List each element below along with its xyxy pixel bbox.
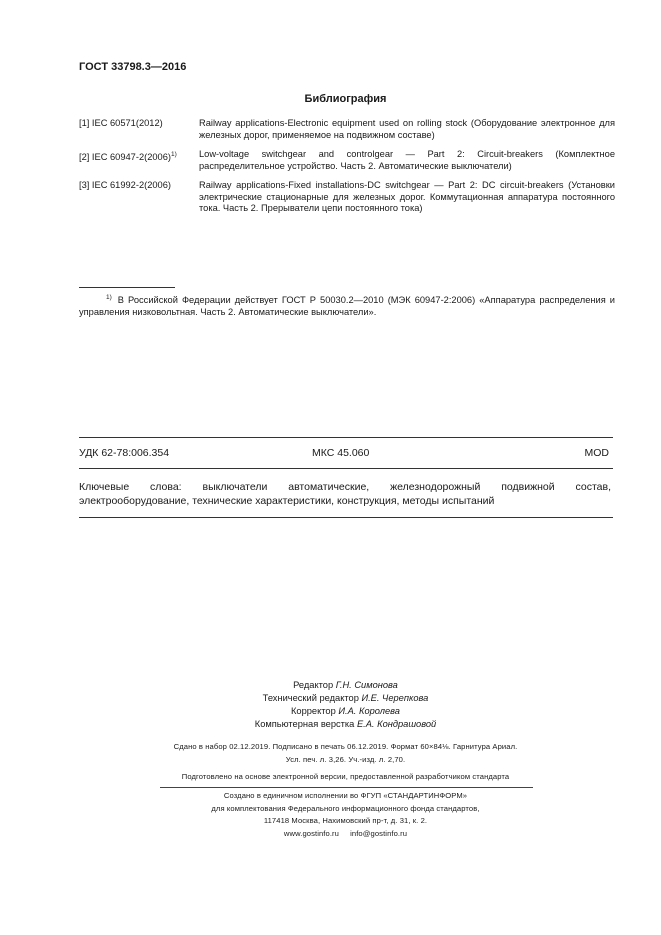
keywords: Ключевые слова: выключатели автоматические, железнодорожный подвижной состав, электрооборудование, технические характеристики, конструкция, методы испытаний xyxy=(79,481,611,507)
footnote xyxy=(79,292,615,319)
credit-line: Корректор И.А. Королева xyxy=(291,706,400,716)
bibliography-title: Библиография xyxy=(304,93,387,105)
bibliography-entry-ref: [3] IEC 61992-2(2006) xyxy=(79,180,171,190)
divider xyxy=(79,437,613,438)
credits xyxy=(0,679,661,731)
bibliography-entry xyxy=(79,118,615,141)
footnote-text: В Российской Федерации действует ГОСТ Р 50030.2—2010 (МЭК 60947-2:2006) «Аппаратура распределения и управления низковольтная. Часть 2. Автоматические выключатели». xyxy=(79,295,615,317)
prepared-note: Подготовлено на основе электронной версии, предоставленной разработчиком стандарта xyxy=(181,772,510,781)
divider xyxy=(160,787,533,788)
bibliography-entry-text: Low-voltage switchgear and controlgear — Part 2: Circuit-breakers (Комплектное распределительное устройство. Часть 2. Автоматические выключатели) xyxy=(199,149,615,171)
document-code: ГОСТ 33798.3—2016 xyxy=(79,61,187,73)
bibliography-entry-text: Railway applications-Electronic equipment used on rolling stock (Оборудование электронное для железных дорог, применяемое на подвижном составе) xyxy=(199,118,615,140)
divider xyxy=(79,517,613,518)
footnote-separator xyxy=(79,287,175,288)
mod-label: MOD xyxy=(584,447,609,459)
footnote-reference: 1) xyxy=(171,151,177,158)
bibliography-entry xyxy=(79,180,615,215)
credit-line: Редактор Г.Н. Симонова xyxy=(293,680,398,690)
publisher-info: Создано в единичном исполнении во ФГУП «СТАНДАРТИНФОРМ» для комплектования Федерального информационного фонда стандартов, xyxy=(211,791,480,813)
email-link[interactable]: info@gostinfo.ru xyxy=(350,828,408,838)
bibliography-entry-ref: [1] IEC 60571(2012) xyxy=(79,118,163,128)
divider xyxy=(79,468,613,469)
print-info: Сдано в набор 02.12.2019. Подписано в печать 06.12.2019. Формат 60×84⅛. Гарнитура Ариал. Усл. печ. л. 3,26. Уч.-изд. л. 2,70. xyxy=(173,742,518,764)
website-link[interactable]: www.gostinfo.ru xyxy=(283,828,340,838)
publisher-address: 117418 Москва, Нахимовский пр-т, д. 31, к. 2. www.gostinfo.ru info@gostinfo.ru xyxy=(263,816,428,838)
credit-line: Технический редактор И.Е. Черепкова xyxy=(262,693,429,703)
bibliography-entry-ref: [2] IEC $60947-2(2006)^{1)}$ xyxy=(79,151,177,162)
footnote-mark: 1) xyxy=(106,294,112,301)
bibliography-entry xyxy=(79,149,615,172)
mks-code: МКС 45.060 xyxy=(312,447,370,459)
bibliography-entry-text: Railway applications-Fixed installations-DC switchgear — Part 2: DC circuit-breakers (Установки электрические стационарные для железных дорог. Коммутационная аппаратура постоянного тока. Часть 2. Прерыватели цепи постоянного тока) xyxy=(199,180,615,214)
udc-code: УДК 62-78:006.354 xyxy=(79,447,170,459)
credit-line: Компьютерная верстка Е.А. Кондрашовой xyxy=(254,719,437,729)
